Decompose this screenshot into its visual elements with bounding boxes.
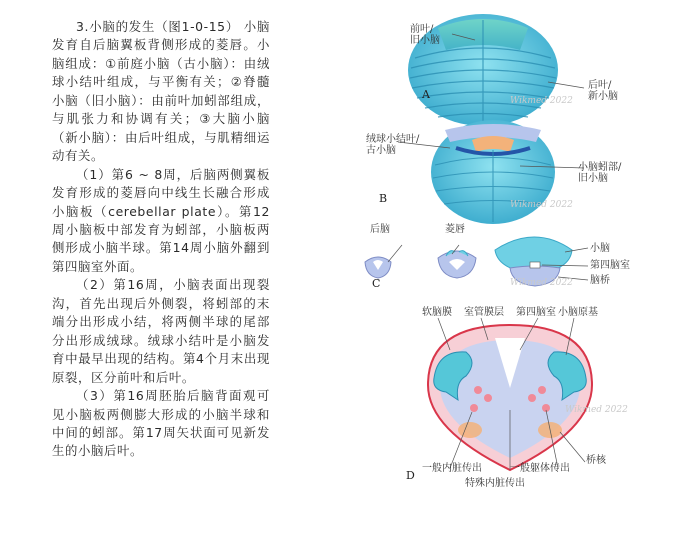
paragraph-3: （2）第16周，小脑表面出现裂沟，首先出现后外侧裂，将蚓部的末端分出形成小结，将两侧半球的尾部分出形成绒球。绒球小结叶是小脑发育中最早出现的结构。第4个月末出现原裂，区分前叶和后叶。 (52, 277, 270, 385)
label-posterior-lobe: 后叶/ 新小脑 (588, 80, 618, 102)
label-cerebellar-primordium: 小脑原基 (558, 307, 598, 318)
watermark: Wikmed 2022 (510, 278, 573, 288)
figure-1-0-15 (360, 0, 698, 549)
paragraph-2: （1）第6 ~ 8周，后脑两侧翼板发育形成的菱唇向中线生长融合形成小脑板（cerebellar plate）。第12周小脑板中部发育为蚓部，小脑板两侧形成小脑半球。第14周小脑外翻到第四脑室外面。 (52, 166, 270, 274)
label-general-visceral-efferent: 一般内脏传出 (422, 463, 482, 474)
label-hindbrain: 后脑 (370, 224, 390, 235)
label-vermis: 小脑蚓部/ 旧小脑 (578, 162, 622, 184)
label-pontine-nucleus: 桥核 (586, 455, 606, 466)
paragraph-4: （3）第16周胚胎后脑背面观可见小脑板两侧膨大形成的小脑半球和中间的蚓部。第17周矢状面可见新发生的小脑后叶。 (52, 388, 270, 459)
panel-letter-c: C (372, 277, 381, 290)
label-general-somatic-efferent: 一般躯体传出 (510, 463, 570, 474)
label-anterior-lobe: 前叶/ 旧小脑 (410, 24, 440, 46)
label-cerebellum: 小脑 (590, 243, 610, 254)
label-pia-mater: 软脑膜 (422, 307, 452, 318)
watermark: Wikmed 2022 (510, 96, 573, 106)
label-flocculonodular: 绒球小结叶/ 古小脑 (366, 134, 420, 156)
label-rhombic-lip: 菱唇 (445, 224, 465, 235)
label-ependymal-layer: 室管膜层 (464, 307, 504, 318)
label-fourth-ventricle-d: 第四脑室 (516, 307, 556, 318)
panel-letter-d: D (406, 469, 415, 482)
panel-letter-a: A (422, 88, 430, 101)
body-text (52, 18, 270, 461)
watermark: Wikmed 2022 (565, 405, 628, 415)
paragraph-1: 3.小脑的发生（图1-0-15） 小脑发育自后脑翼板背侧形成的菱唇。小脑组成：①前庭小脑（古小脑）：由绒球小结叶组成，与平衡有关；②脊髓小脑（旧小脑）：由前叶加蚓部组成，与肌张力和协调有关；③大脑小脑（新小脑）：由后叶组成，与肌精细运动有关。 (52, 19, 270, 164)
panel-letter-b: B (379, 192, 388, 205)
watermark: Wikmed 2022 (510, 200, 573, 210)
label-special-visceral-efferent: 特殊内脏传出 (465, 478, 525, 489)
label-fourth-ventricle: 第四脑室 (590, 260, 630, 271)
label-pons: 脑桥 (590, 275, 610, 286)
